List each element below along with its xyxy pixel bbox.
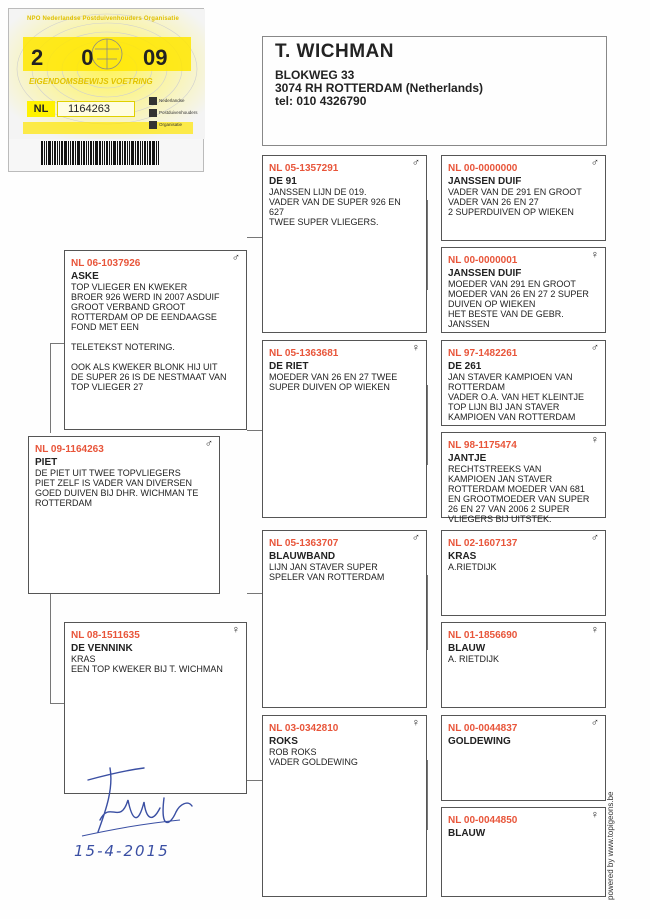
female-icon: ♀ xyxy=(590,624,599,636)
barcode-bar xyxy=(104,141,105,165)
signature-date: 15-4-2015 xyxy=(74,842,170,860)
pigeon-description: A. RIETDIJK xyxy=(448,654,500,664)
owner-phone: tel: 010 4326790 xyxy=(275,94,367,108)
ring-number: NL 00-0044850 xyxy=(448,815,518,826)
barcode-bar xyxy=(158,141,159,165)
connector-line xyxy=(427,575,428,650)
female-icon: ♀ xyxy=(411,717,420,729)
owner-city: 3074 RH ROTTERDAM (Netherlands) xyxy=(275,81,484,95)
pigeon-name: KRAS xyxy=(448,551,477,562)
owner-box xyxy=(262,36,607,146)
pigeon-box-ss-sire[interactable] xyxy=(441,155,606,241)
barcode-bar xyxy=(93,141,94,165)
barcode-bar xyxy=(68,141,69,165)
ring-number: NL 05-1363707 xyxy=(269,538,339,549)
barcode-bar xyxy=(57,141,58,165)
pigeon-name: ASKE xyxy=(71,271,99,282)
barcode-bar xyxy=(111,141,112,165)
certificate-year-right: 09 xyxy=(143,45,168,70)
certificate-side-label: Nederlandse xyxy=(159,98,185,103)
barcode-bar xyxy=(156,141,157,165)
pigeon-box-sire[interactable] xyxy=(64,250,247,430)
pigeon-name: BLAUW xyxy=(448,828,486,839)
pigeon-description: LIJN JAN STAVER SUPER SPELER VAN ROTTERDAM xyxy=(269,562,385,582)
pigeon-name: ROKS xyxy=(269,736,298,747)
male-icon: ♂ xyxy=(590,342,599,354)
barcode-bar xyxy=(113,141,116,165)
barcode-bar xyxy=(147,141,148,165)
female-icon: ♀ xyxy=(590,434,599,446)
ring-number: NL 02-1607137 xyxy=(448,538,518,549)
female-icon: ♀ xyxy=(590,249,599,261)
ring-number: NL 00-0044837 xyxy=(448,723,518,734)
pigeon-name: DE VENNINK xyxy=(71,643,133,654)
pigeon-box-ds-dam[interactable] xyxy=(441,622,606,708)
pigeon-description: VADER VAN DE 291 EN GROOT VADER VAN 26 EN 27 2 SUPERDUIVEN OP WIEKEN xyxy=(448,187,582,217)
barcode-bar xyxy=(127,141,128,165)
barcode-bar xyxy=(135,141,136,165)
male-icon: ♂ xyxy=(411,157,420,169)
barcode-bar xyxy=(99,141,101,165)
ring-number: NL 08-1511635 xyxy=(71,630,140,641)
pigeon-box-dam-dam[interactable] xyxy=(262,715,427,897)
barcode-bar xyxy=(149,141,151,165)
pigeon-description: MOEDER VAN 291 EN GROOT MOEDER VAN 26 EN 27 2 SUPER DUIVEN OP WIEKEN HET BESTE VAN DE GEBR. JANSSEN xyxy=(448,279,589,329)
barcode-bar xyxy=(95,141,98,165)
barcode-bar xyxy=(48,141,51,165)
owner-name: T. WICHMAN xyxy=(275,41,394,62)
connector-line xyxy=(427,200,428,290)
handwritten-signature xyxy=(80,760,200,840)
certificate-barcode xyxy=(41,141,187,165)
barcode-bar xyxy=(124,141,126,165)
barcode-bar xyxy=(83,141,85,165)
connector-line xyxy=(50,343,51,433)
connector-line xyxy=(50,703,64,704)
ring-number: NL 03-0342810 xyxy=(269,723,339,734)
pigeon-description: MOEDER VAN 26 EN 27 TWEE SUPER DUIVEN OP WIEKEN xyxy=(269,372,398,392)
pigeon-name: JANSSEN DUIF xyxy=(448,268,522,279)
pigeon-description: JANSSEN LIJN DE 019. VADER VAN DE SUPER 926 EN 627 TWEE SUPER VLIEGERS. xyxy=(269,187,401,227)
ring-number: NL 97-1482261 xyxy=(448,348,518,359)
barcode-bar xyxy=(109,141,110,165)
certificate-year-left: 20 xyxy=(31,45,132,70)
ring-number: NL 05-1357291 xyxy=(269,163,339,174)
ring-number: NL 09-1164263 xyxy=(35,444,104,455)
male-icon: ♂ xyxy=(204,438,213,450)
barcode-bar xyxy=(72,141,74,165)
pigeon-description: JAN STAVER KAMPIOEN VAN ROTTERDAM VADER O.A. VAN HET KLEINTJE TOP LIJN BIJ JAN STAVER KAMPIOEN VAN ROTTERDAM xyxy=(448,372,585,422)
barcode-bar xyxy=(119,141,121,165)
barcode-bar xyxy=(102,141,103,165)
pigeon-description: TOP VLIEGER EN KWEKER BROER 926 WERD IN 2007 ASDUIF GROOT VERBAND GROOT ROTTERDAM OP DE EENDAAGSE FOND MET EEN TELETEKST NOTERING. OOK ALS KWEKER BLONK HIJ UIT DE SUPER 26 IS DE NESTMAAT VAN TOP VLIEGER 27 xyxy=(71,282,227,392)
pigeon-name: DE RIET xyxy=(269,361,309,372)
barcode-bar xyxy=(140,141,141,165)
pigeon-name: PIET xyxy=(35,457,58,468)
certificate-country: NL xyxy=(27,101,55,117)
barcode-bar xyxy=(70,141,71,165)
powered-by-text: powered by www.topigeons.be xyxy=(606,791,615,900)
female-icon: ♀ xyxy=(231,624,240,636)
pigeon-name: DE 91 xyxy=(269,176,297,187)
connector-line xyxy=(50,593,51,703)
barcode-bar xyxy=(41,141,43,165)
certificate-org-text: NPO Nederlandse Postduivenhouders Organisatie xyxy=(27,16,180,22)
certificate-ring-number: 1164263 xyxy=(57,101,135,117)
certificate-title: EIGENDOMSBEWIJS VOETRING xyxy=(29,77,153,86)
connector-line xyxy=(247,593,262,594)
male-icon: ♂ xyxy=(590,157,599,169)
connector-line xyxy=(427,385,428,465)
barcode-bar xyxy=(131,141,134,165)
barcode-bar xyxy=(137,141,139,165)
pigeon-name: JANTJE xyxy=(448,453,487,464)
barcode-bar xyxy=(77,141,80,165)
barcode-bar xyxy=(106,141,108,165)
pigeon-name: BLAUW xyxy=(448,643,486,654)
barcode-bar xyxy=(86,141,87,165)
pigeon-box-sd-dam[interactable] xyxy=(441,432,606,524)
pigeon-description: KRAS EEN TOP KWEKER BIJ T. WICHMAN xyxy=(71,654,223,674)
male-icon: ♂ xyxy=(231,252,240,264)
barcode-bar xyxy=(142,141,143,165)
barcode-bar xyxy=(117,141,118,165)
male-icon: ♂ xyxy=(590,717,599,729)
barcode-bar xyxy=(144,141,146,165)
pigeon-description: DE PIET UIT TWEE TOPVLIEGERS PIET ZELF IS VADER VAN DIVERSEN GOED DUIVEN BIJ DHR. WICHMAN TE ROTTERDAM xyxy=(35,468,199,508)
barcode-bar xyxy=(64,141,67,165)
ring-number: NL 06-1037926 xyxy=(71,258,141,269)
connector-line xyxy=(247,430,262,431)
connector-line xyxy=(247,237,262,238)
barcode-bar xyxy=(90,141,92,165)
barcode-bar xyxy=(59,141,60,165)
pigeon-box-sire-dam[interactable] xyxy=(262,340,427,518)
pigeon-description: RECHTSTREEKS VAN KAMPIOEN JAN STAVER ROTTERDAM MOEDER VAN 681 EN GROOTMOEDER VAN SUPER 26 EN 27 VAN 2006 2 SUPER VLIEGERS BIJ UITSTEK. xyxy=(448,464,590,524)
connector-line xyxy=(427,760,428,830)
barcode-bar xyxy=(46,141,47,165)
barcode-bar xyxy=(88,141,89,165)
barcode-bar xyxy=(44,141,45,165)
pigeon-description: ROB ROKS VADER GOLDEWING xyxy=(269,747,358,767)
pigeon-name: DE 261 xyxy=(448,361,482,372)
ring-number: NL 01-1856690 xyxy=(448,630,518,641)
female-icon: ♀ xyxy=(590,809,599,821)
pigeon-box-subject[interactable] xyxy=(28,436,220,594)
ring-number: NL 00-0000000 xyxy=(448,163,518,174)
barcode-bar xyxy=(129,141,130,165)
male-icon: ♂ xyxy=(590,532,599,544)
ring-certificate xyxy=(8,8,204,172)
pigeon-name: BLAUWBAND xyxy=(269,551,336,562)
barcode-bar xyxy=(81,141,82,165)
owner-street: BLOKWEG 33 xyxy=(275,68,355,82)
ring-number: NL 05-1363681 xyxy=(269,348,339,359)
pigeon-box-sd-sire[interactable] xyxy=(441,340,606,426)
connector-line xyxy=(247,780,262,781)
pigeon-name: JANSSEN DUIF xyxy=(448,176,522,187)
certificate-side-label: Organisatie xyxy=(159,122,183,127)
pigeon-name: GOLDEWING xyxy=(448,736,511,747)
connector-line xyxy=(50,343,64,344)
pigeon-box-ss-dam[interactable] xyxy=(441,247,606,333)
pigeon-box-dd-sire[interactable] xyxy=(441,715,606,801)
pigeon-description: A.RIETDIJK xyxy=(448,562,497,572)
barcode-bar xyxy=(75,141,76,165)
ring-number: NL 98-1175474 xyxy=(448,440,517,451)
male-icon: ♂ xyxy=(411,532,420,544)
barcode-bar xyxy=(61,141,63,165)
certificate-side-label: Postduivenhouders xyxy=(159,110,198,115)
pigeon-box-dam-sire[interactable] xyxy=(262,530,427,708)
pigeon-box-ds-sire[interactable] xyxy=(441,530,606,616)
barcode-bar xyxy=(122,141,123,165)
barcode-bar xyxy=(52,141,53,165)
ring-number: NL 00-0000001 xyxy=(448,255,518,266)
barcode-bar xyxy=(54,141,56,165)
pigeon-box-dd-dam[interactable] xyxy=(441,807,606,897)
female-icon: ♀ xyxy=(411,342,420,354)
barcode-bar xyxy=(152,141,155,165)
pigeon-box-sire-sire[interactable] xyxy=(262,155,427,333)
